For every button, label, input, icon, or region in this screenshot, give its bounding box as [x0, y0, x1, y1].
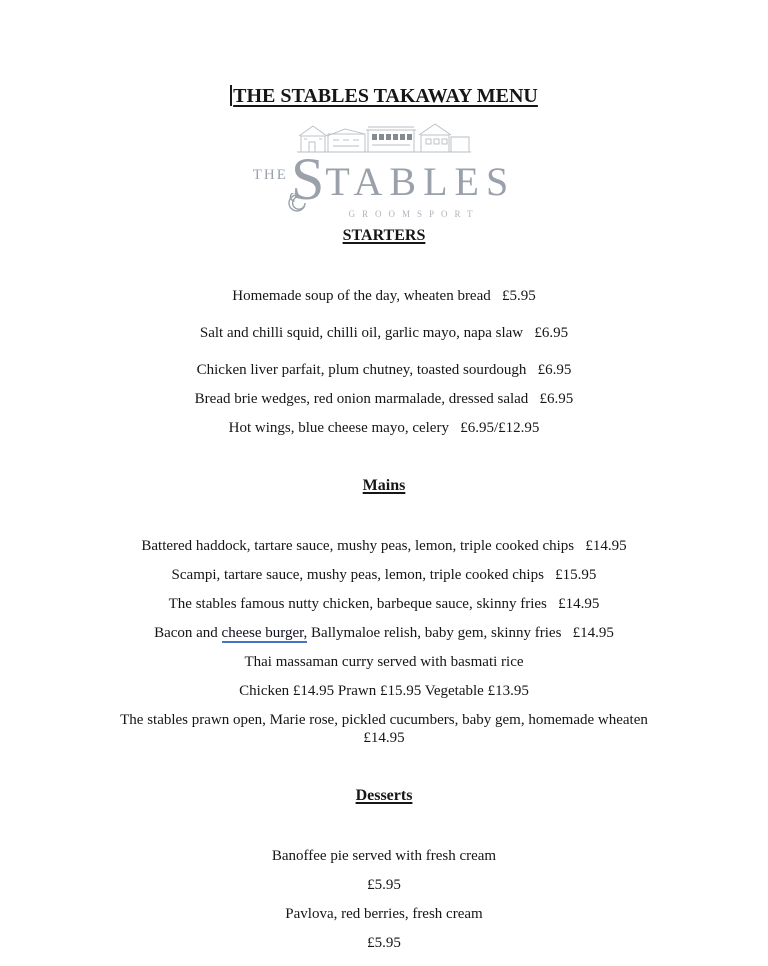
document-content [95, 85, 673, 952]
logo-the-text: THE [252, 167, 288, 183]
menu-item-pavlova: Pavlova, red berries, fresh cream [285, 906, 483, 922]
menu-item-parfait: Chicken liver parfait, plum chutney, toasted sourdough £6.95 [196, 362, 572, 378]
page-title-text: THE STABLES TAKAWAY MENU [233, 85, 538, 107]
menu-item-haddock: Battered haddock, tartare sauce, mushy peas, lemon, triple cooked chips £14.95 [141, 538, 627, 554]
stables-logo [95, 115, 673, 219]
menu-item-scampi: Scampi, tartare sauce, mushy peas, lemon, triple cooked chips £15.95 [171, 567, 597, 583]
page-title [95, 85, 673, 107]
mains-heading: Mains [362, 477, 406, 494]
menu-item-nutty-chicken: The stables famous nutty chicken, barbeque sauce, skinny fries £14.95 [168, 596, 600, 612]
menu-item-squid: Salt and chilli squid, chilli oil, garlic mayo, napa slaw £6.95 [199, 325, 569, 341]
menu-item-prawn-open-price: £14.95 [363, 730, 405, 746]
starters-heading: STARTERS [342, 227, 426, 244]
logo-location: GROOMSPORT [348, 209, 480, 219]
menu-item-hot-wings: Hot wings, blue cheese mayo, celery £6.95/£12.95 [228, 420, 540, 436]
menu-item-pavlova-price: £5.95 [367, 935, 401, 951]
burger-grammar-link[interactable]: cheese burger, [221, 625, 308, 641]
menu-item-burger [95, 625, 673, 642]
desserts-heading: Desserts [355, 787, 413, 804]
text-cursor [230, 85, 232, 106]
logo-swirl-icon [287, 193, 307, 213]
stables-wordmark [95, 146, 673, 212]
menu-item-brie: Bread brie wedges, red onion marmalade, dressed salad £6.95 [194, 391, 574, 407]
logo-initial-s: S [291, 155, 324, 203]
menu-item-banoffee: Banoffee pie served with fresh cream [271, 848, 497, 864]
menu-item-massaman-curry: Thai massaman curry served with basmati rice [244, 654, 524, 670]
menu-item-curry-prices: Chicken £14.95 Prawn £15.95 Vegetable £13.95 [239, 683, 529, 699]
menu-item-banoffee-price: £5.95 [367, 877, 401, 893]
menu-item-prawn-open: The stables prawn open, Marie rose, pickled cucumbers, baby gem, homemade wheaten [120, 712, 648, 728]
logo-name-rest: TABLES [325, 159, 516, 204]
menu-item-soup: Homemade soup of the day, wheaten bread £5.95 [232, 288, 536, 304]
burger-text-prefix: Bacon and [154, 625, 222, 641]
burger-text-suffix: Ballymaloe relish, baby gem, skinny fries £14.95 [307, 625, 614, 641]
